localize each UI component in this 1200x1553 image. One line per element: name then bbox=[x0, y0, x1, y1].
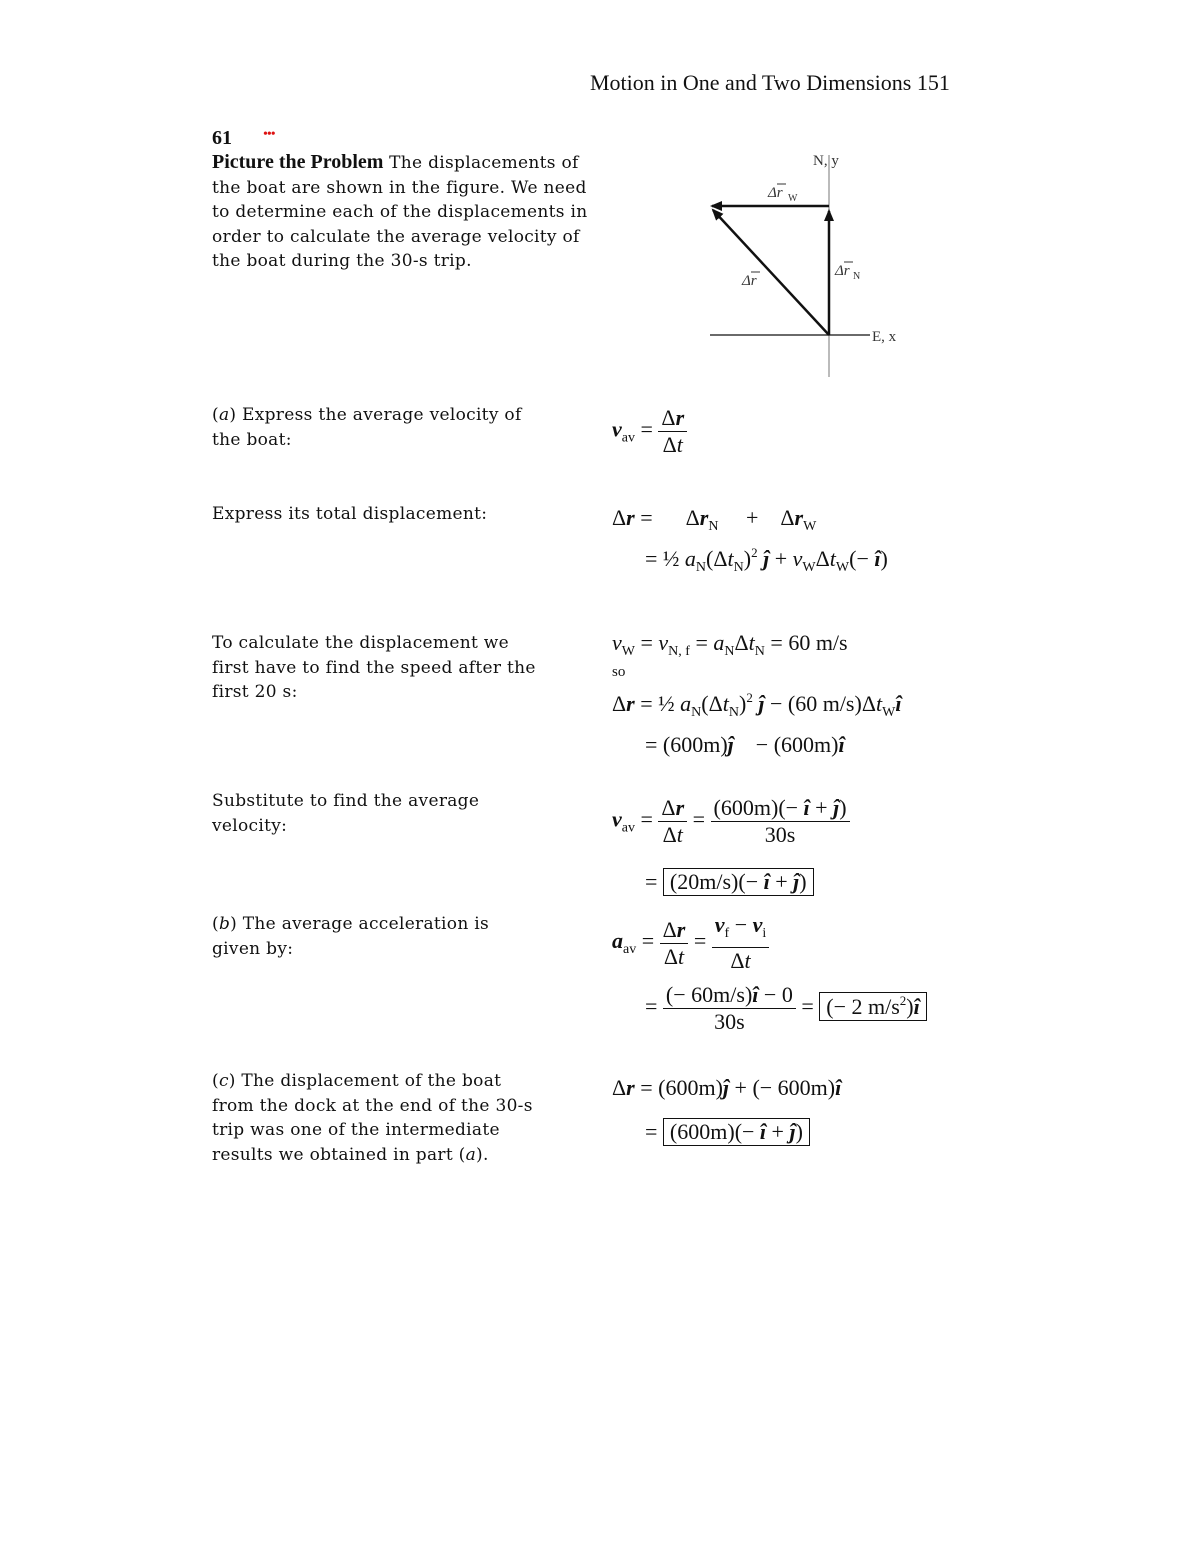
picture-the-problem bbox=[212, 150, 592, 274]
equation-avg-acceleration: $a_{av}$ = $\frac{\Delta r}{\Delta t}$ = $\frac{v_f - v_i}{\Delta t}$ bbox=[612, 912, 769, 974]
equation-avg-velocity-result: = (20m/s)(− î + ĵ) bbox=[645, 868, 814, 896]
equation-final-displacement-result: = (600m)(− î + ĵ) bbox=[645, 1118, 810, 1146]
total-label bbox=[741, 272, 760, 289]
step-displacement-text: Express its total displacement: bbox=[212, 504, 488, 524]
part-a-label: a bbox=[218, 405, 230, 425]
y-axis-label: N, y bbox=[813, 153, 839, 169]
equation-avg-velocity-sub: $v_{av}$ = $\frac{\Delta r}{\Delta t}$ = $\frac{(600m)(- î + ĵ)}{30s}$ bbox=[612, 795, 850, 848]
step-a-text: (a) Express the average velocity of the boat: bbox=[212, 405, 522, 450]
svg-text:Δr: Δr bbox=[835, 263, 850, 279]
west-label bbox=[767, 184, 798, 204]
svg-text:Δr: Δr bbox=[742, 273, 757, 289]
step-c-text: (c) The displacement of the boat from the dock at the end of the 30-s trip was one of the intermediate results we obtained in part (a). bbox=[212, 1071, 533, 1165]
equation-total-displacement: Δr = $\Delta r_N$ + $\Delta r_W$ bbox=[612, 505, 817, 534]
picture-text: The displacements of the boat are shown in the figure. We need to determine each of the displacements in order to calculate the average velocity of the boat during the 30-s trip. bbox=[212, 153, 588, 271]
problem-number: 61 bbox=[212, 127, 232, 149]
step-substitute-text: Substitute to find the average velocity: bbox=[212, 791, 480, 836]
svg-text:W: W bbox=[788, 193, 798, 204]
displacement-diagram bbox=[700, 145, 920, 385]
equation-speed: $v_W = v_{N, f} = a_N\Delta t_N = 60$ m/s bbox=[612, 630, 848, 659]
step-speed-text: To calculate the displacement we first have to find the speed after the first 20 s: bbox=[212, 633, 536, 702]
svg-text:Δr: Δr bbox=[768, 185, 783, 201]
x-axis-label: E, x bbox=[872, 329, 897, 345]
resultant-vector bbox=[713, 210, 829, 335]
equation-displacement-sub: Δr = ½ $a_N(\Delta t_N)^2$ ĵ − (60 $m/s)\Delta t_Wî$ bbox=[612, 690, 902, 720]
equation-displacement-expanded: = ½ $a_N(\Delta t_N)^2$ ĵ + $v_W\Delta t_W(-$ î) bbox=[645, 545, 888, 575]
north-label bbox=[834, 262, 860, 282]
equation-final-displacement: Δr = (600m)ĵ + (− 600m)î bbox=[612, 1075, 842, 1100]
svg-text:N: N bbox=[853, 271, 861, 282]
part-b-label: b bbox=[218, 914, 231, 934]
running-header: Motion in One and Two Dimensions 151 bbox=[590, 70, 950, 95]
picture-label: Picture the Problem bbox=[212, 151, 384, 173]
equation-avg-velocity: $v_{av}$ = $\frac{\Delta r}{\Delta t}$ bbox=[612, 405, 687, 458]
equation-displacement-result: = (600m)ĵ − (600m)î bbox=[645, 732, 845, 757]
so-label: so bbox=[612, 664, 626, 680]
step-b-text: (b) The average acceleration is given by: bbox=[212, 914, 490, 959]
difficulty-dots: ••• bbox=[263, 127, 275, 142]
equation-avg-acceleration-result: = $\frac{(- 60m/s)î - 0}{30s}$ = (− 2 $m/s^2)î$ bbox=[645, 982, 927, 1035]
part-c-label: c bbox=[218, 1071, 229, 1091]
